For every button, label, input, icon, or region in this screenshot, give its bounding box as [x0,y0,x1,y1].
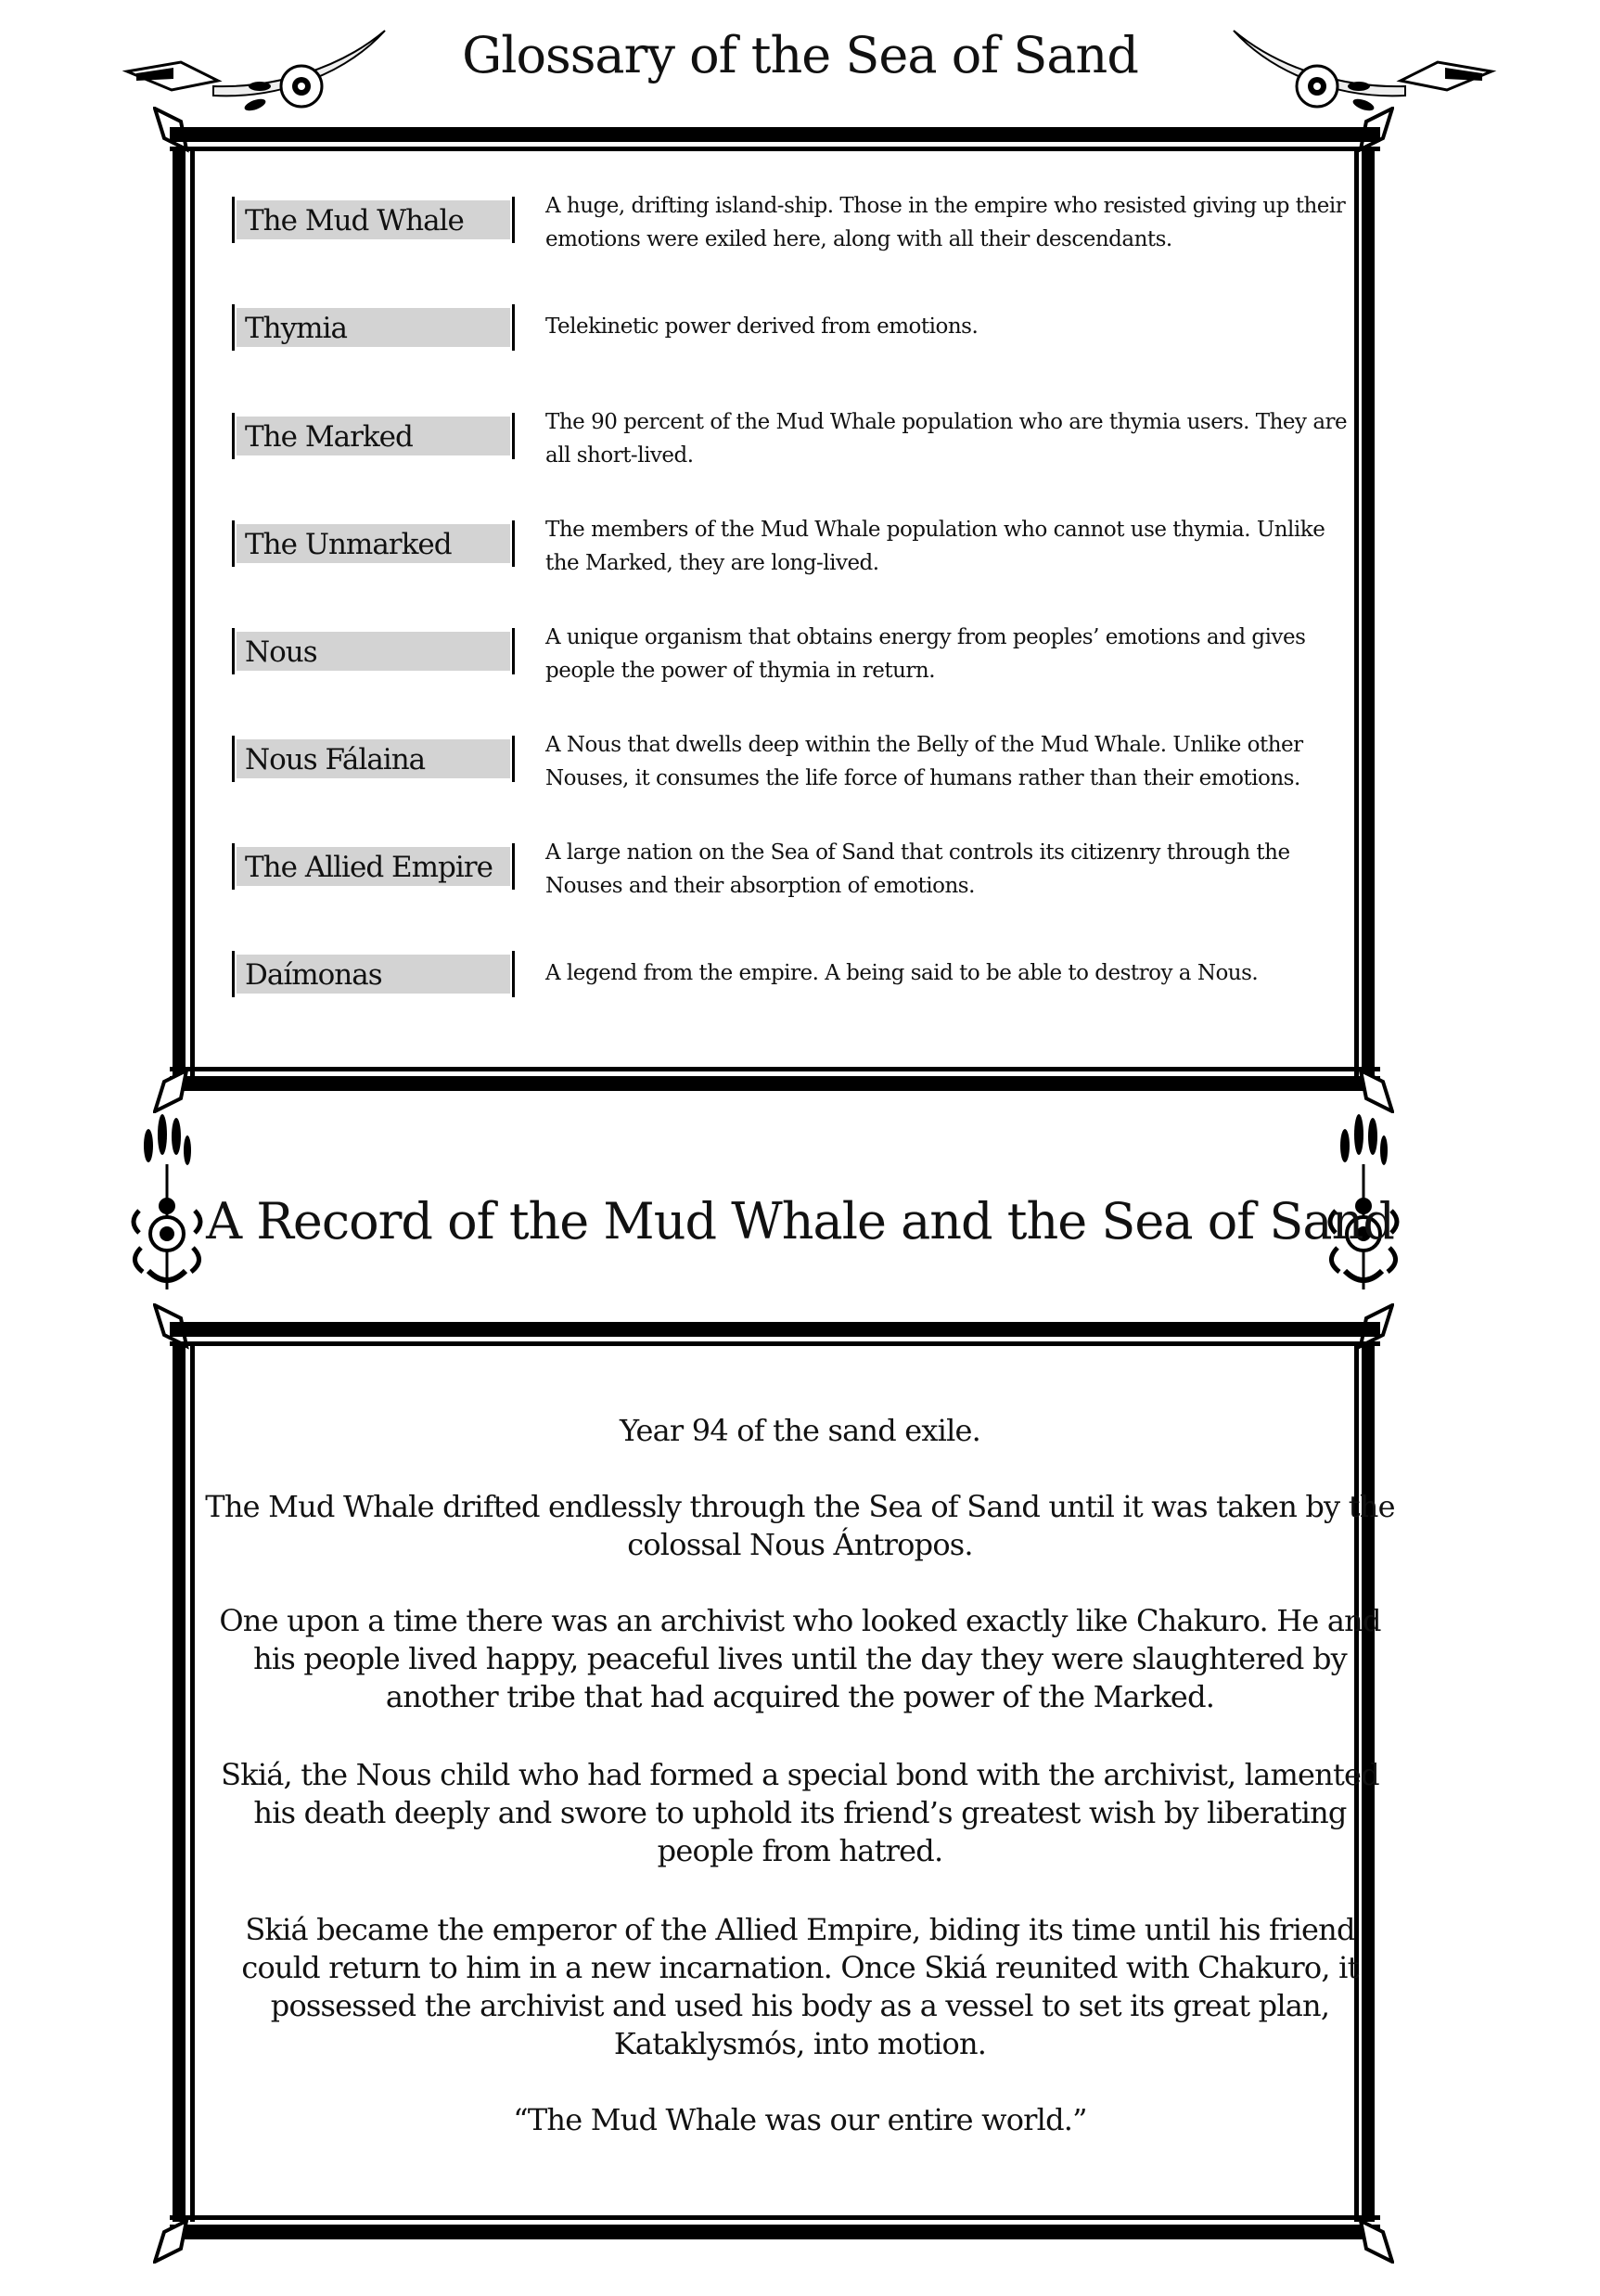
glossary-definition: A huge, drifting island-ship. Those in the empire who resisted giving up their emotions were exiled here, along with all their descendants. [545,194,1346,251]
glossary-definition: The 90 percent of the Mud Whale population who are thymia users. They are all short-lived. [545,410,1348,468]
glossary-definition: A unique organism that obtains energy from peoples’ emotions and gives people the power of thymia in return. [545,625,1306,683]
glossary-term: Nous Fálaina [232,736,515,782]
glossary-definition: The members of the Mud Whale population who cannot use thymia. Unlike the Marked, they are long-lived. [545,518,1325,575]
corner-diamond-icon [1357,2217,1394,2264]
glossary-term: The Marked [232,413,515,459]
record-paragraph: Skiá, the Nous child who had formed a special bond with the archivist, lamented his death deeply and swore to uphold its friend’s greatest wish by liberating people from hatred. [221,1757,1379,1868]
corner-diamond-icon [1357,1067,1394,1113]
glossary-definition: A large nation on the Sea of Sand that controls its citizenry through the Nouses and their absorption of emotions. [545,840,1290,898]
corner-diamond-icon [153,1067,190,1113]
record-paragraph: Year 94 of the sand exile. [619,1413,981,1448]
record-paragraph: The Mud Whale drifted endlessly through the Sea of Sand until it was taken by the colossal Nous Ántropos. [205,1489,1395,1562]
glossary-term: Daímonas [232,951,515,997]
glossary-term: Thymia [232,304,515,351]
record-title: A Record of the Mud Whale and the Sea of Sand [206,1192,1394,1251]
glossary-term: The Mud Whale [232,197,515,243]
glossary-term: The Unmarked [232,520,515,567]
glossary-definition: A legend from the empire. A being said to be able to destroy a Nous. [545,961,1259,985]
glossary-definition: A Nous that dwells deep within the Belly of the Mud Whale. Unlike other Nouses, it consumes the life force of humans rather than their emotions. [545,733,1303,790]
glossary-title: Glossary of the Sea of Sand [462,26,1138,84]
record-paragraph: Skiá became the emperor of the Allied Empire, biding its time until his friend could return to him in a new incarnation. Once Skiá reunited with Chakuro, it possessed the archivist and used his body as a vessel to set its great plan, Kataklysmós, into motion. [241,1912,1359,2061]
record-quote: “The Mud Whale was our entire world.” [513,2102,1087,2137]
corner-diamond-icon [153,2217,190,2264]
record-paragraph: One upon a time there was an archivist who looked exactly like Chakuro. He and his people lived happy, peaceful lives until the day they were slaughtered by another tribe that had acquired the power of the Marked. [219,1603,1381,1714]
glossary-definition: Telekinetic power derived from emotions. [545,314,979,339]
glossary-term: Nous [232,628,515,674]
glossary-term: The Allied Empire [232,843,515,890]
